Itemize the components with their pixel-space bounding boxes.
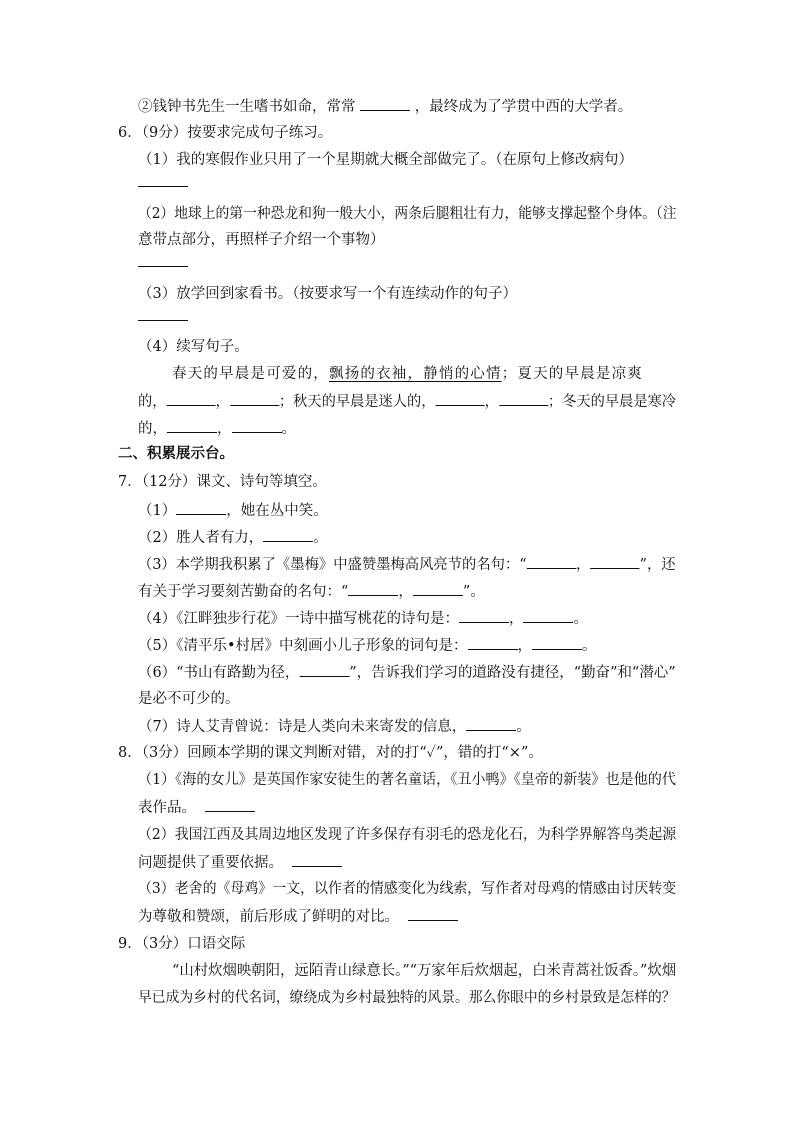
q6-item-3: （3）放学回到家看书。（按要求写一个有连续动作的句子）	[138, 286, 517, 302]
item-text: ”。	[462, 584, 485, 600]
answer-blank[interactable]	[468, 635, 518, 650]
question-8-title: 8．（3分）回顾本学期的课文判断对错，对的打“✓”，错的打“×”。	[118, 745, 543, 761]
q8-item-3-cont	[138, 906, 458, 927]
q7-item-7	[138, 716, 531, 737]
q6-item-4-line-b	[138, 391, 676, 412]
q6-item-4: （4）续写句子。	[138, 339, 249, 355]
q7-item-1	[138, 500, 328, 521]
item-text: ，她在丛中笑。	[226, 503, 328, 519]
q5-item-2-text-end: ，最终成为了学贯中西的大学者。	[414, 99, 633, 115]
q6-item-2: （2）地球上的第一种恐龙和狗一般大小，两条后腿粗壮有力，能够支撑起整个身体。（注	[138, 206, 677, 222]
answer-blank[interactable]	[167, 418, 217, 433]
item-text: 表作品。	[138, 800, 196, 816]
q9-passage-line-2: 早已成为乡村的代名词，缭绕成为乡村最独特的风景。那么你眼中的乡村景致是怎样的？	[138, 990, 676, 1006]
sentence-text: 春天的早晨是可爱的，	[172, 366, 329, 382]
sentence-text: ；冬天的早晨是寒冷	[547, 394, 677, 410]
item-text: ，	[508, 611, 524, 627]
item-text: 有关于学习要刻苦勤奋的名句：“	[138, 584, 349, 600]
item-text: ”，还	[639, 557, 676, 573]
item-text: （2）胜人者有力，	[138, 530, 264, 546]
answer-blank[interactable]	[205, 797, 255, 812]
item-text: ”，告诉我们学习的道路没有捷径，“勤奋”和“潜心”	[349, 665, 676, 681]
answer-line[interactable]	[138, 306, 188, 327]
answer-blank[interactable]	[523, 608, 573, 623]
q8-item-3: （3）老舍的《母鸡》一文，以作者的情感变化为线索，写作者对母鸡的情感由讨厌转变	[138, 881, 677, 897]
q9-passage-line-1: “山村炊烟映朝阳，远陌青山绿意长。”“万家年后炊烟起，白米青蒿社饭香。”炊烟	[172, 963, 677, 979]
answer-blank[interactable]	[408, 906, 458, 921]
sentence-text: 的，	[138, 394, 167, 410]
question-6-title: 6．（9分）按要求完成句子练习。	[118, 125, 333, 141]
question-9-title: 9．（3分）口语交际	[118, 936, 246, 952]
answer-blank[interactable]	[590, 554, 639, 569]
answer-blank[interactable]	[263, 527, 313, 542]
q7-item-6-cont: 是必不可少的。	[138, 691, 240, 707]
q7-item-5	[138, 635, 597, 656]
answer-blank[interactable]	[499, 391, 548, 406]
sentence-text: ，	[484, 394, 499, 410]
sentence-text: 。	[281, 421, 296, 437]
item-text: 。	[313, 530, 328, 546]
section-2-heading: 二、积累展示台。	[118, 446, 234, 462]
q8-item-2: （2）我国江西及其周边地区发现了许多保存有羽毛的恐龙化石，为科学界解答鸟类起源	[138, 827, 677, 843]
q6-item-1: （1）我的寒假作业只用了一个星期就大概全部做完了。（在原句上修改病句）	[138, 152, 633, 168]
answer-line[interactable]	[138, 252, 188, 273]
item-text: 。	[582, 638, 597, 654]
item-text: 问题提供了重要依据。	[138, 855, 283, 871]
answer-blank[interactable]	[532, 635, 582, 650]
q7-item-4	[138, 608, 588, 629]
q8-item-2-cont	[138, 852, 342, 873]
answer-blank[interactable]	[299, 662, 349, 677]
item-text: （1）	[138, 503, 177, 519]
item-text: 为尊敬和赞颂，前后形成了鲜明的对比。	[138, 909, 399, 925]
sentence-text: ；秋天的早晨是迷人的，	[278, 394, 436, 410]
item-text: ，	[575, 557, 591, 573]
q7-item-2	[138, 527, 328, 548]
item-text: （4）《江畔独步行花》一诗中描写桃花的诗句是：	[138, 611, 459, 627]
q6-item-4-line-c	[138, 418, 296, 439]
q6-item-4-line-a	[172, 364, 643, 384]
answer-blank[interactable]	[232, 418, 282, 433]
item-text: （3）本学期我积累了《墨梅》中盛赞墨梅高风亮节的名句：“	[138, 557, 527, 573]
item-text: ，	[398, 584, 413, 600]
q5-item-2-text: ②钱钟书先生一生嗜书如命，常常	[138, 99, 356, 115]
item-text: 。	[516, 719, 531, 735]
answer-blank[interactable]	[176, 500, 226, 515]
answer-blank[interactable]	[292, 852, 342, 867]
q8-item-1-cont	[138, 797, 255, 818]
sentence-text: ；夏天的早晨是凉爽	[501, 366, 644, 382]
question-7-title: 7．（12分）课文、诗句等填空。	[118, 474, 327, 490]
q8-item-1: （1）《海的女儿》是英国作家安徒生的著名童话，《丑小鸭》《皇帝的新装》也是他的代	[138, 772, 676, 788]
item-text: （6）“书山有路勤为径，	[138, 665, 300, 681]
item-text: （7）诗人艾青曾说：诗是人类向未来寄发的信息，	[138, 719, 467, 735]
item-text: ，	[517, 638, 533, 654]
q6-item-2-cont: 意带点部分，再照样子介绍一个事物）	[138, 232, 385, 248]
answer-blank[interactable]	[527, 554, 576, 569]
answer-blank[interactable]	[348, 581, 398, 596]
item-text: （5）《清平乐•村居》中刻画小儿子形象的词句是：	[138, 638, 468, 654]
sentence-text: ，	[217, 421, 232, 437]
q5-item-2	[138, 96, 632, 117]
sentence-text: 的，	[138, 421, 167, 437]
answer-blank[interactable]	[466, 716, 516, 731]
answer-blank[interactable]	[413, 581, 463, 596]
answer-line[interactable]	[138, 172, 188, 193]
answer-blank[interactable]	[230, 391, 279, 406]
q7-item-3-cont	[138, 581, 485, 602]
sentence-text: ，	[215, 394, 230, 410]
q7-item-3	[138, 554, 676, 575]
answer-blank[interactable]	[435, 391, 484, 406]
q7-item-6	[138, 662, 676, 683]
answer-blank[interactable]	[459, 608, 509, 623]
answer-blank[interactable]	[360, 96, 410, 111]
item-text: 。	[573, 611, 588, 627]
example-underlined: 飘扬的衣袖，静悄的心情	[329, 366, 502, 382]
answer-blank[interactable]	[166, 391, 215, 406]
